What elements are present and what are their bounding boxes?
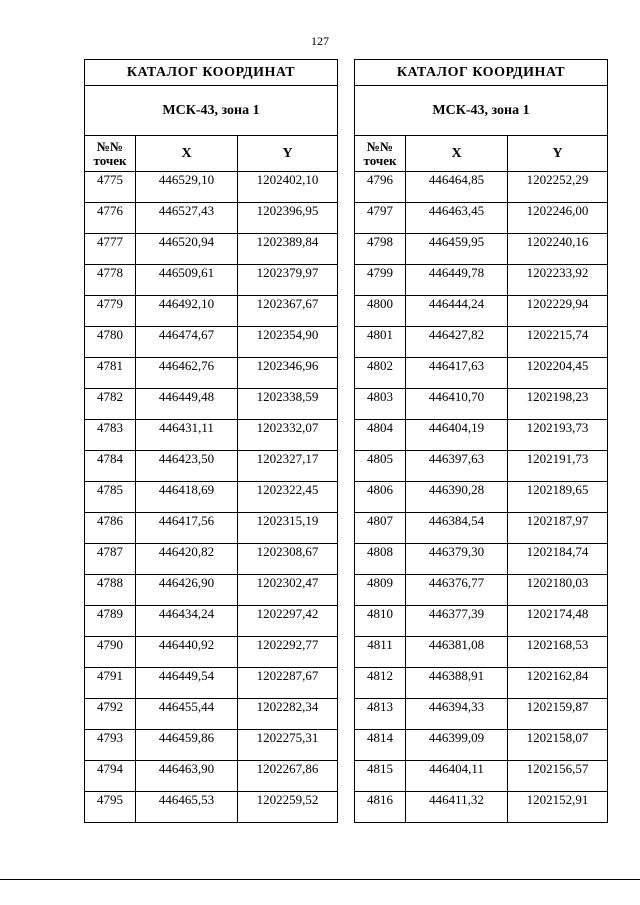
point-number-cell: 4793 [85,730,136,761]
table-row [85,482,338,513]
table-row [355,792,608,823]
point-number-cell: 4807 [355,513,406,544]
table-row [355,637,608,668]
table-row [85,234,338,265]
table-row [85,637,338,668]
x-coordinate-cell: 446431,11 [136,420,238,451]
x-coordinate-cell: 446449,54 [136,668,238,699]
x-coordinate-cell: 446465,53 [136,792,238,823]
point-number-cell: 4799 [355,265,406,296]
point-number-cell: 4794 [85,761,136,792]
table-row [85,389,338,420]
table-row [85,358,338,389]
x-coordinate-cell: 446420,82 [136,544,238,575]
x-coordinate-cell: 446394,33 [406,699,508,730]
x-coordinate-cell: 446462,76 [136,358,238,389]
table-row [85,172,338,203]
header-y: Y [238,136,338,172]
table-row [355,234,608,265]
table-row [355,699,608,730]
point-number-cell: 4790 [85,637,136,668]
y-coordinate-cell: 1202191,73 [508,451,608,482]
x-coordinate-cell: 446399,09 [406,730,508,761]
y-coordinate-cell: 1202246,00 [508,203,608,234]
y-coordinate-cell: 1202292,77 [238,637,338,668]
point-number-cell: 4778 [85,265,136,296]
x-coordinate-cell: 446404,11 [406,761,508,792]
table-row [355,420,608,451]
table-row [355,513,608,544]
table-row [85,296,338,327]
point-number-cell: 4816 [355,792,406,823]
x-coordinate-cell: 446449,48 [136,389,238,420]
point-number-cell: 4783 [85,420,136,451]
table-row [355,482,608,513]
table-row [85,575,338,606]
zone-label: МСК-43, зона 1 [355,86,608,136]
y-coordinate-cell: 1202189,65 [508,482,608,513]
point-number-cell: 4810 [355,606,406,637]
table-row [85,265,338,296]
y-coordinate-cell: 1202240,16 [508,234,608,265]
point-number-cell: 4776 [85,203,136,234]
point-number-cell: 4784 [85,451,136,482]
x-coordinate-cell: 446463,45 [406,203,508,234]
page-number: 127 [311,34,329,48]
point-number-cell: 4792 [85,699,136,730]
header-y: Y [508,136,608,172]
table-row [355,203,608,234]
table-row [355,358,608,389]
x-coordinate-cell: 446411,32 [406,792,508,823]
point-number-cell: 4814 [355,730,406,761]
x-coordinate-cell: 446381,08 [406,637,508,668]
y-coordinate-cell: 1202389,84 [238,234,338,265]
y-coordinate-cell: 1202184,74 [508,544,608,575]
point-number-cell: 4785 [85,482,136,513]
y-coordinate-cell: 1202187,97 [508,513,608,544]
x-coordinate-cell: 446384,54 [406,513,508,544]
y-coordinate-cell: 1202168,53 [508,637,608,668]
y-coordinate-cell: 1202379,97 [238,265,338,296]
x-coordinate-cell: 446527,43 [136,203,238,234]
x-coordinate-cell: 446459,95 [406,234,508,265]
y-coordinate-cell: 1202152,91 [508,792,608,823]
zone-label: МСК-43, зона 1 [85,86,338,136]
footer-divider [0,879,640,880]
point-number-cell: 4809 [355,575,406,606]
y-coordinate-cell: 1202354,90 [238,327,338,358]
y-coordinate-cell: 1202302,47 [238,575,338,606]
x-coordinate-cell: 446417,56 [136,513,238,544]
table-row [355,575,608,606]
y-coordinate-cell: 1202338,59 [238,389,338,420]
point-number-cell: 4795 [85,792,136,823]
y-coordinate-cell: 1202308,67 [238,544,338,575]
header-point-number: №№ точек [85,136,136,172]
point-number-cell: 4808 [355,544,406,575]
table-row [85,792,338,823]
x-coordinate-cell: 446427,82 [406,327,508,358]
table-row [355,327,608,358]
x-coordinate-cell: 446426,90 [136,575,238,606]
point-number-cell: 4781 [85,358,136,389]
table-row [85,730,338,761]
x-coordinate-cell: 446474,67 [136,327,238,358]
table-row [355,730,608,761]
x-coordinate-cell: 446388,91 [406,668,508,699]
x-coordinate-cell: 446390,28 [406,482,508,513]
x-coordinate-cell: 446459,86 [136,730,238,761]
x-coordinate-cell: 446440,92 [136,637,238,668]
x-coordinate-cell: 446397,63 [406,451,508,482]
table-row [355,668,608,699]
y-coordinate-cell: 1202156,57 [508,761,608,792]
x-coordinate-cell: 446423,50 [136,451,238,482]
point-number-cell: 4804 [355,420,406,451]
x-coordinate-cell: 446464,85 [406,172,508,203]
point-number-cell: 4779 [85,296,136,327]
point-number-cell: 4787 [85,544,136,575]
header-x: X [136,136,238,172]
y-coordinate-cell: 1202322,45 [238,482,338,513]
y-coordinate-cell: 1202180,03 [508,575,608,606]
x-coordinate-cell: 446455,44 [136,699,238,730]
point-number-cell: 4802 [355,358,406,389]
x-coordinate-cell: 446418,69 [136,482,238,513]
y-coordinate-cell: 1202159,87 [508,699,608,730]
point-number-cell: 4775 [85,172,136,203]
table-row [85,451,338,482]
y-coordinate-cell: 1202204,45 [508,358,608,389]
point-number-cell: 4796 [355,172,406,203]
table-row [355,606,608,637]
x-coordinate-cell: 446520,94 [136,234,238,265]
table-row [85,420,338,451]
y-coordinate-cell: 1202275,31 [238,730,338,761]
table-row [85,668,338,699]
table-row [85,606,338,637]
table-row [85,544,338,575]
table-row [85,203,338,234]
table-row [85,761,338,792]
x-coordinate-cell: 446444,24 [406,296,508,327]
x-coordinate-cell: 446492,10 [136,296,238,327]
point-number-cell: 4798 [355,234,406,265]
point-number-cell: 4797 [355,203,406,234]
point-number-cell: 4815 [355,761,406,792]
y-coordinate-cell: 1202233,92 [508,265,608,296]
y-coordinate-cell: 1202346,96 [238,358,338,389]
table-row [355,761,608,792]
y-coordinate-cell: 1202252,29 [508,172,608,203]
x-coordinate-cell: 446377,39 [406,606,508,637]
y-coordinate-cell: 1202327,17 [238,451,338,482]
y-coordinate-cell: 1202267,86 [238,761,338,792]
x-coordinate-cell: 446417,63 [406,358,508,389]
point-number-cell: 4803 [355,389,406,420]
catalog-title: КАТАЛОГ КООРДИНАТ [85,60,338,86]
point-number-cell: 4777 [85,234,136,265]
point-number-cell: 4791 [85,668,136,699]
point-number-cell: 4788 [85,575,136,606]
coordinate-catalog-table-left [84,59,338,823]
y-coordinate-cell: 1202396,95 [238,203,338,234]
point-number-cell: 4805 [355,451,406,482]
table-body [355,172,608,823]
x-coordinate-cell: 446529,10 [136,172,238,203]
x-coordinate-cell: 446463,90 [136,761,238,792]
point-number-cell: 4806 [355,482,406,513]
table-row [355,265,608,296]
y-coordinate-cell: 1202287,67 [238,668,338,699]
y-coordinate-cell: 1202259,52 [238,792,338,823]
x-coordinate-cell: 446509,61 [136,265,238,296]
point-number-cell: 4800 [355,296,406,327]
table-row [355,389,608,420]
table-body [85,172,338,823]
y-coordinate-cell: 1202198,23 [508,389,608,420]
table-row [355,451,608,482]
point-number-cell: 4789 [85,606,136,637]
y-coordinate-cell: 1202332,07 [238,420,338,451]
point-number-cell: 4813 [355,699,406,730]
y-coordinate-cell: 1202174,48 [508,606,608,637]
y-coordinate-cell: 1202215,74 [508,327,608,358]
y-coordinate-cell: 1202367,67 [238,296,338,327]
point-number-cell: 4780 [85,327,136,358]
point-number-cell: 4812 [355,668,406,699]
y-coordinate-cell: 1202193,73 [508,420,608,451]
y-coordinate-cell: 1202162,84 [508,668,608,699]
point-number-cell: 4801 [355,327,406,358]
point-number-cell: 4782 [85,389,136,420]
coordinate-catalog-table-right [354,59,608,823]
header-point-number: №№ точек [355,136,406,172]
x-coordinate-cell: 446376,77 [406,575,508,606]
table-row [85,699,338,730]
x-coordinate-cell: 446434,24 [136,606,238,637]
x-coordinate-cell: 446410,70 [406,389,508,420]
x-coordinate-cell: 446379,30 [406,544,508,575]
table-row [355,172,608,203]
header-x: X [406,136,508,172]
point-number-cell: 4786 [85,513,136,544]
y-coordinate-cell: 1202315,19 [238,513,338,544]
y-coordinate-cell: 1202229,94 [508,296,608,327]
table-row [85,327,338,358]
x-coordinate-cell: 446449,78 [406,265,508,296]
table-row [355,296,608,327]
y-coordinate-cell: 1202158,07 [508,730,608,761]
x-coordinate-cell: 446404,19 [406,420,508,451]
catalog-title: КАТАЛОГ КООРДИНАТ [355,60,608,86]
table-row [355,544,608,575]
y-coordinate-cell: 1202297,42 [238,606,338,637]
y-coordinate-cell: 1202402,10 [238,172,338,203]
point-number-cell: 4811 [355,637,406,668]
y-coordinate-cell: 1202282,34 [238,699,338,730]
table-row [85,513,338,544]
